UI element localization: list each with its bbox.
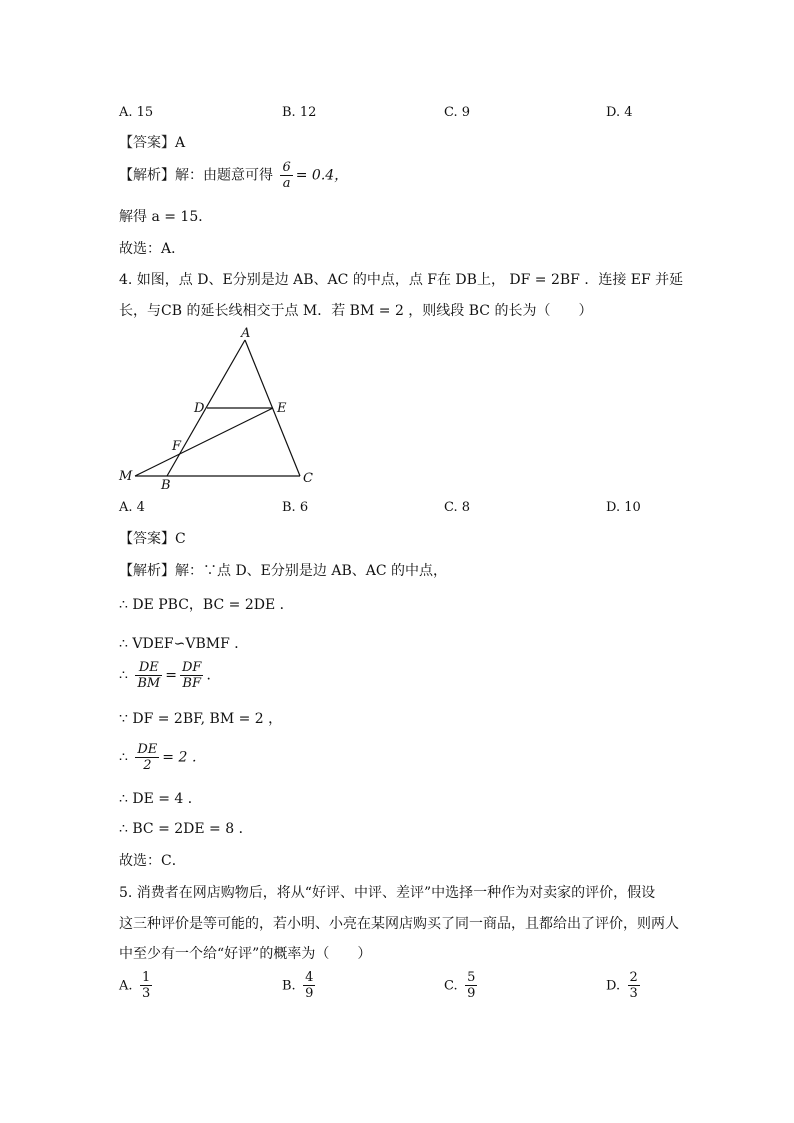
q4-step-2: ∴ VDEF∽VBMF ．	[119, 636, 249, 652]
q4-step-3: ∴ $\frac{DE}{BM}$ = $\frac{DF}{BF}$ ．	[119, 660, 221, 691]
label-m: M	[119, 469, 133, 484]
fraction: $\frac{5}{9}$	[467, 970, 476, 1001]
q3-conclusion: 故选：A．	[119, 241, 186, 257]
answer-value: C	[175, 531, 186, 547]
q5-option-a: A. $\frac{1}{3}$	[119, 970, 151, 1001]
q3-option-a: A. 15	[119, 105, 154, 120]
fraction: $\frac{6}{a}$	[282, 160, 291, 191]
analysis-intro: 解：由题意可得	[175, 167, 273, 184]
q3-solve-line: 解得 a = 15．	[119, 209, 213, 225]
q4-option-a: A. 4	[119, 500, 145, 515]
q4-option-b: B. 6	[282, 500, 309, 515]
q5-stem-line-2: 这三种评价是等可能的，若小明、小亮在某网店购买了同一商品，且都给出了评价，则两人	[119, 916, 679, 932]
triangle-figure	[110, 322, 330, 494]
label-f: F	[172, 439, 182, 454]
label-a: A	[241, 326, 251, 341]
label-b: B	[161, 478, 171, 493]
answer-value: A	[175, 135, 186, 151]
q5-stem-line-3: 中至少有一个给“好评”的概率为（ ）	[119, 946, 372, 962]
q4-answer-line	[119, 530, 186, 548]
q4-stem-line-2: 长，与CB 的延长线相交于点 M．若 BM = 2 ，则线段 BC 的长为（ ）	[119, 303, 593, 319]
q5-option-b: B. $\frac{4}{9}$	[282, 970, 314, 1001]
q5-stem-line-1: 5. 消费者在网店购物后，将从“好评、中评、差评”中选择一种作为对卖家的评价，假设	[119, 885, 656, 901]
q5-option-c: C. $\frac{5}{9}$	[444, 970, 476, 1001]
analysis-tag: 【解析】	[119, 563, 175, 579]
fraction: $\frac{2}{3}$	[629, 970, 638, 1001]
q4-step-5: ∴ $\frac{DE}{2}$ = 2 ．	[119, 742, 206, 773]
analysis-intro: 解：∵点 D、E分别是边 AB、AC 的中点，	[175, 563, 448, 579]
fraction-df-bf: $\frac{DF}{BF}$	[181, 660, 202, 691]
answer-tag: 【答案】	[119, 135, 175, 151]
equation-rest: = 0.4，	[295, 167, 349, 184]
q3-analysis-line	[119, 160, 348, 191]
line-me	[135, 408, 273, 476]
q4-step-4: ∵ DF = 2BF, BM = 2 ，	[119, 711, 283, 727]
q4-option-c: C. 8	[444, 500, 471, 515]
answer-tag: 【答案】	[119, 531, 175, 547]
q3-option-d: D. 4	[606, 105, 633, 120]
analysis-tag: 【解析】	[119, 167, 175, 184]
fraction-de-2: $\frac{DE}{2}$	[137, 742, 158, 773]
label-e: E	[277, 401, 287, 416]
q4-step-1: ∴ DE PBC，BC = 2DE ．	[119, 597, 294, 613]
q4-analysis-line	[119, 562, 447, 580]
q4-conclusion: 故选：C．	[119, 853, 186, 869]
q3-option-b: B. 12	[282, 105, 317, 120]
label-c: C	[303, 471, 313, 486]
q4-option-d: D. 10	[606, 500, 641, 515]
q4-stem-line-1: 4. 如图，点 D、E分别是边 AB、AC 的中点，点 F在 DB上， DF = 2BF ．连接 EF 并延	[119, 272, 684, 288]
label-d: D	[194, 401, 205, 416]
q3-answer-line	[119, 134, 185, 152]
fraction: $\frac{4}{9}$	[305, 970, 314, 1001]
q4-step-6: ∴ DE = 4 ．	[119, 791, 202, 807]
q4-step-7: ∴ BC = 2DE = 8 ．	[119, 821, 253, 837]
q3-option-c: C. 9	[444, 105, 471, 120]
fraction-de-bm: $\frac{DE}{BM}$	[137, 660, 161, 691]
q5-option-d: D. $\frac{2}{3}$	[606, 970, 638, 1001]
fraction: $\frac{1}{3}$	[141, 970, 151, 1001]
